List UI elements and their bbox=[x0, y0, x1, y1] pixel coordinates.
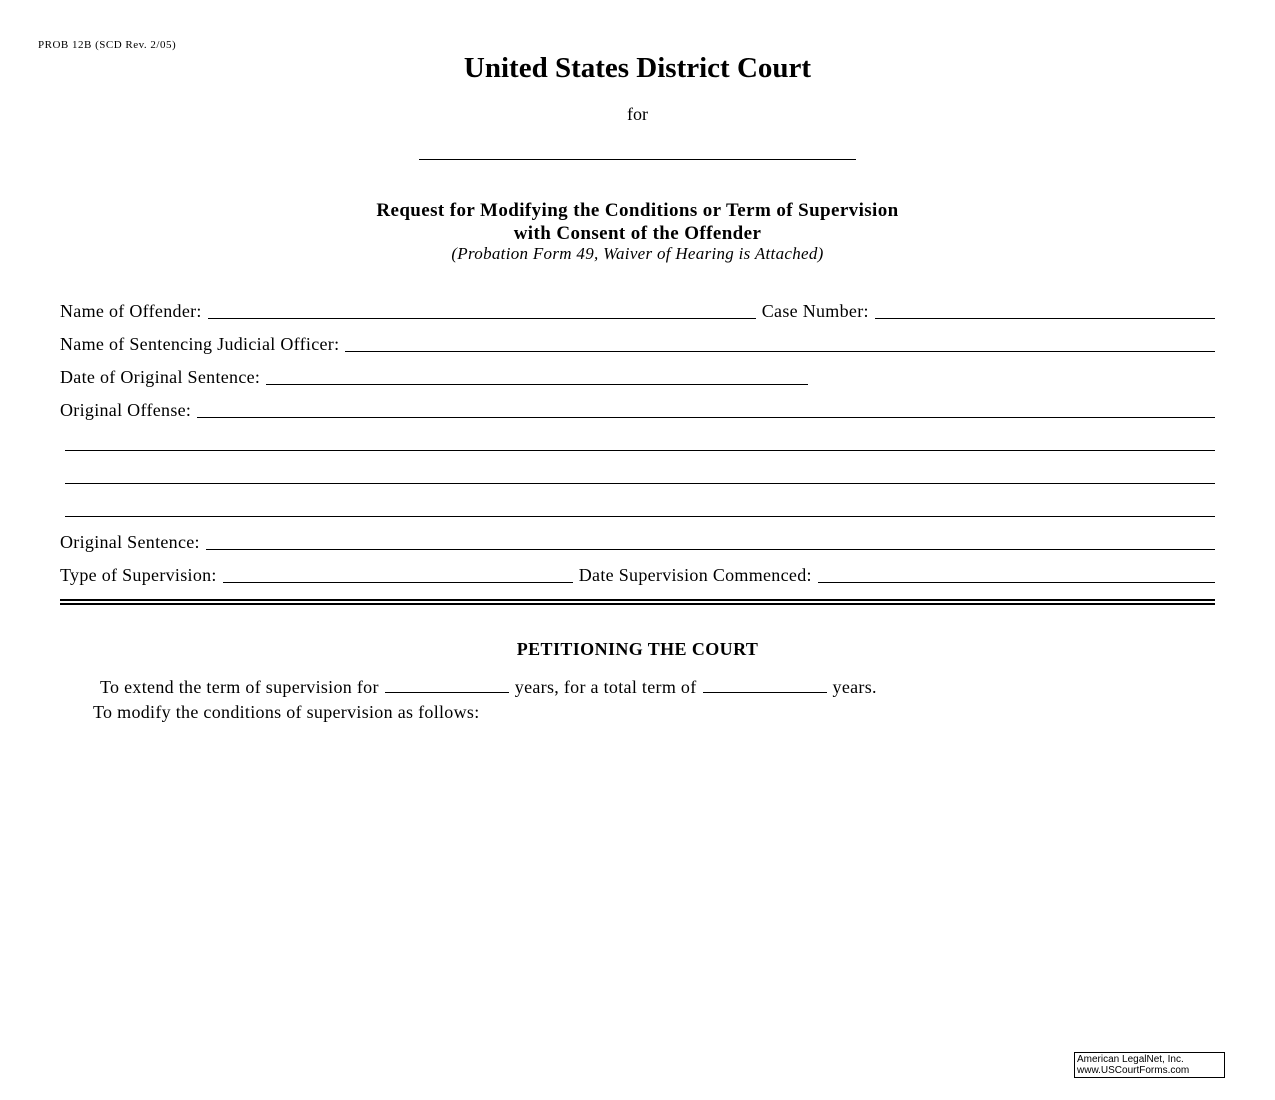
date-original-sentence-field[interactable] bbox=[266, 384, 808, 385]
extend-term-line bbox=[100, 677, 877, 698]
offense-continued-row bbox=[65, 498, 1215, 520]
original-offense-field-line-3[interactable] bbox=[65, 483, 1215, 484]
type-of-supervision-field[interactable] bbox=[223, 582, 573, 583]
subtitle-line-1: Request for Modifying the Conditions or Term of Supervision bbox=[376, 200, 899, 221]
extend-text: To extend the term of supervision for bbox=[100, 677, 379, 697]
offense-continued-row bbox=[65, 432, 1215, 454]
extend-years-field[interactable] bbox=[385, 678, 509, 693]
original-offense-label: Original Offense: bbox=[60, 400, 192, 420]
subtitle-line-2: with Consent of the Offender bbox=[513, 223, 762, 244]
district-field[interactable] bbox=[419, 159, 856, 160]
supervision-row bbox=[60, 564, 1215, 586]
years-text: years. bbox=[832, 677, 877, 697]
offense-continued-row bbox=[65, 465, 1215, 487]
type-of-supervision-label: Type of Supervision: bbox=[60, 565, 217, 585]
original-offense-field[interactable] bbox=[197, 417, 1215, 418]
name-of-offender-label: Name of Offender: bbox=[60, 301, 202, 321]
sentencing-officer-field[interactable] bbox=[345, 351, 1215, 352]
form-subtitle bbox=[0, 199, 1275, 245]
date-supervision-commenced-label: Date Supervision Commenced: bbox=[578, 565, 812, 585]
original-offense-field-line-2[interactable] bbox=[65, 450, 1215, 451]
date-original-sentence-row bbox=[60, 366, 808, 388]
total-years-field[interactable] bbox=[703, 678, 827, 693]
original-offense-field-line-4[interactable] bbox=[65, 516, 1215, 517]
court-title: United States District Court bbox=[463, 52, 812, 84]
for-label: for bbox=[627, 104, 648, 124]
publisher-stamp bbox=[1074, 1052, 1225, 1078]
date-supervision-commenced-field[interactable] bbox=[818, 582, 1215, 583]
sentencing-officer-label: Name of Sentencing Judicial Officer: bbox=[60, 334, 340, 354]
total-term-text: years, for a total term of bbox=[514, 677, 697, 697]
original-offense-row bbox=[60, 399, 1215, 421]
double-divider bbox=[60, 599, 1215, 605]
offender-row bbox=[60, 300, 1215, 322]
form-id: PROB 12B (SCD Rev. 2/05) bbox=[38, 39, 177, 51]
case-number-field[interactable] bbox=[875, 318, 1215, 319]
date-original-sentence-label: Date of Original Sentence: bbox=[60, 367, 261, 387]
publisher-url: www.USCourtForms.com bbox=[1077, 1065, 1190, 1076]
form-note: (Probation Form 49, Waiver of Hearing is Attached) bbox=[451, 244, 824, 263]
name-of-offender-field[interactable] bbox=[208, 318, 756, 319]
petition-heading: PETITIONING THE COURT bbox=[516, 639, 759, 659]
modify-conditions-text: To modify the conditions of supervision as follows: bbox=[93, 702, 480, 722]
original-sentence-field[interactable] bbox=[206, 549, 1215, 550]
publisher-name: American LegalNet, Inc. bbox=[1077, 1054, 1184, 1065]
original-sentence-row bbox=[60, 531, 1215, 553]
sentencing-officer-row bbox=[60, 333, 1215, 355]
case-number-label: Case Number: bbox=[761, 301, 869, 321]
original-sentence-label: Original Sentence: bbox=[60, 532, 200, 552]
